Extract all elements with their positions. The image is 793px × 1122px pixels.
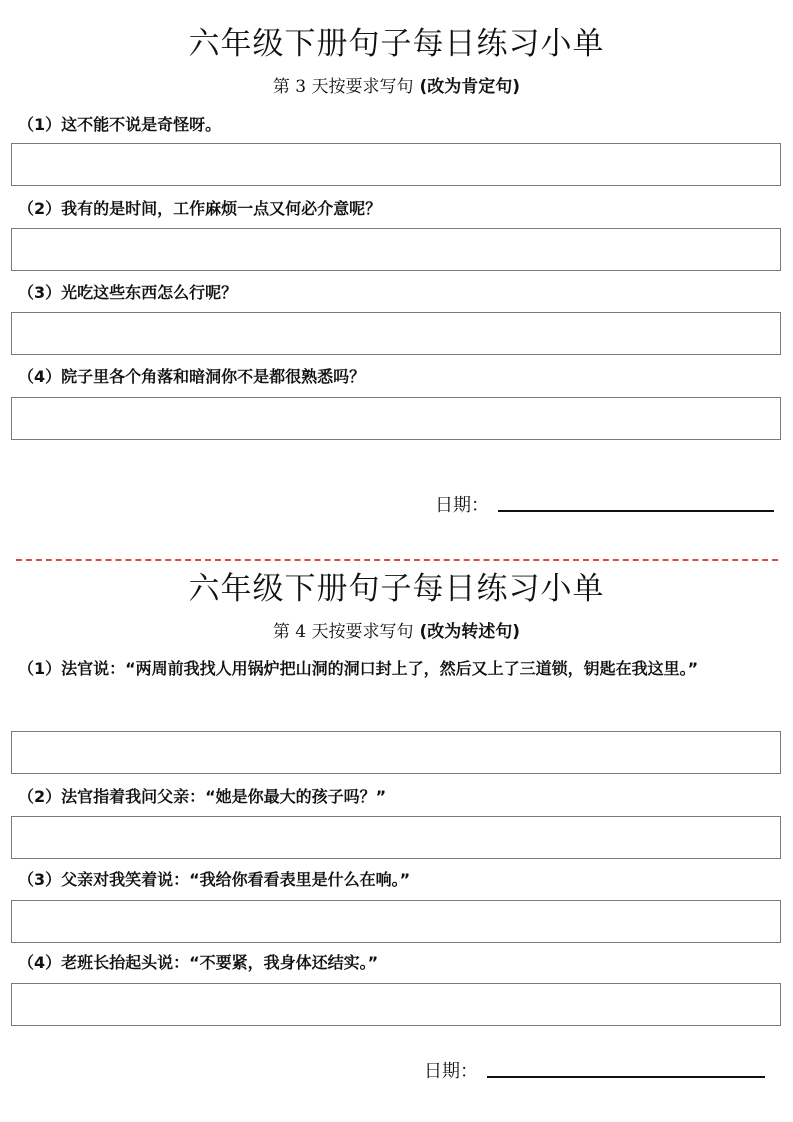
answer-box-4[interactable] (11, 397, 781, 440)
worksheet-subtitle (0, 72, 793, 97)
question-1: （1）这不能不说是奇怪呀。 (18, 115, 222, 134)
requirement-note: (改为肯定句) (419, 77, 521, 97)
date-label: 日期： (424, 1061, 478, 1082)
answer-box-1[interactable] (11, 143, 781, 186)
question-4: （4）老班长抬起头说：“不要紧，我身体还结实。” (18, 953, 379, 972)
question-4: （4）院子里各个角落和暗洞你不是都很熟悉吗？ (18, 367, 366, 386)
answer-box-2[interactable] (11, 816, 781, 859)
requirement-note: (改为转述句) (419, 622, 521, 642)
worksheet-title: 六年级下册句子每日练习小单 (188, 571, 605, 607)
answer-box-4[interactable] (11, 983, 781, 1026)
day-instruction: 第 4 天按要求写句 (272, 622, 414, 642)
worksheet-subtitle (0, 617, 793, 642)
question-1: （1）法官说：“两周前我找人用锅炉把山洞的洞口封上了，然后又上了三道锁，钥匙在我这里。” (18, 659, 699, 678)
question-3: （3）父亲对我笑着说：“我给你看看表里是什么在响。” (18, 870, 411, 889)
question-2: （2）我有的是时间，工作麻烦一点又何必介意呢？ (18, 199, 382, 218)
answer-box-2[interactable] (11, 228, 781, 271)
answer-box-3[interactable] (11, 312, 781, 355)
date-line[interactable] (487, 1076, 765, 1078)
day-instruction: 第 3 天按要求写句 (272, 77, 414, 97)
date-line[interactable] (498, 510, 774, 512)
cut-line-divider (16, 559, 778, 561)
worksheet-title: 六年级下册句子每日练习小单 (188, 26, 605, 62)
answer-box-3[interactable] (11, 900, 781, 943)
question-2: （2）法官指着我问父亲：“她是你最大的孩子吗？” (18, 787, 387, 806)
answer-box-1[interactable] (11, 731, 781, 774)
question-3: （3）光吃这些东西怎么行呢？ (18, 283, 238, 302)
date-label: 日期： (435, 495, 489, 516)
